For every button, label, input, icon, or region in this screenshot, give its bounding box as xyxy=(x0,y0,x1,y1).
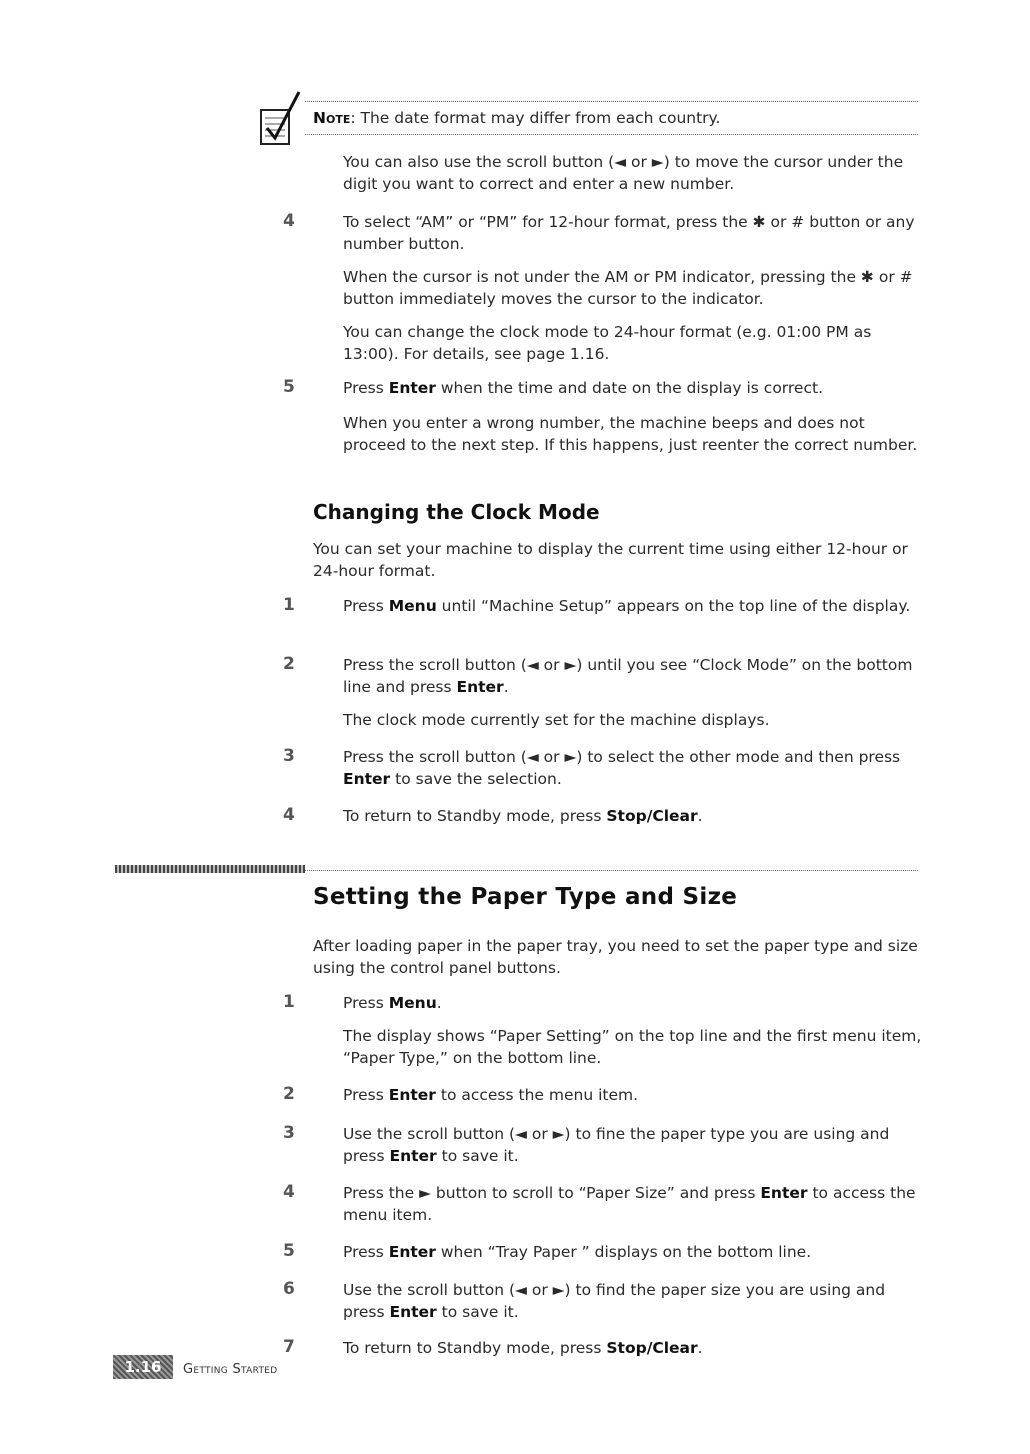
note-pencil-icon xyxy=(255,90,301,148)
step-text xyxy=(343,992,923,1014)
step-text-pre: Press xyxy=(343,379,389,397)
step-number: 6 xyxy=(283,1279,295,1299)
step-text-post: . xyxy=(436,994,442,1012)
step-text xyxy=(343,377,923,399)
step-text-pre: Press the ► button to scroll to “Paper Size” and press xyxy=(343,1184,761,1202)
step-key: Enter xyxy=(760,1184,808,1202)
step-text-post: when the time and date on the display is correct. xyxy=(435,379,823,397)
page-number: 1.16 xyxy=(124,1358,162,1376)
paper-section-heading: Setting the Paper Type and Size xyxy=(313,884,738,910)
step-text-post: to access the menu item. xyxy=(343,1184,916,1224)
step-text-pre: Press xyxy=(343,1086,389,1104)
step-number: 1 xyxy=(283,992,295,1012)
step-text xyxy=(343,1241,923,1263)
step-text xyxy=(343,1337,923,1359)
step-key: Enter xyxy=(343,770,391,788)
clock-mode-heading: Changing the Clock Mode xyxy=(313,500,600,524)
step-text-post: to save the selection. xyxy=(390,770,562,788)
step-text xyxy=(343,654,923,698)
step-text-post: until “Machine Setup” appears on the top line of the display. xyxy=(436,597,911,615)
step-text xyxy=(343,746,923,790)
step-text-pre: Press the scroll button (◄ or ►) to select the other mode and then press xyxy=(343,748,901,766)
paper-intro: After loading paper in the paper tray, you need to set the paper type and size using the control panel buttons. xyxy=(313,937,918,977)
step-text-post: to access the menu item. xyxy=(435,1086,639,1104)
step-text xyxy=(343,1123,923,1167)
step-text xyxy=(343,805,923,827)
note-bottom-rule xyxy=(305,134,918,135)
section-divider-bar xyxy=(115,865,305,873)
step-text-pre: Press xyxy=(343,597,389,615)
step-text-pre: Press xyxy=(343,994,389,1012)
step-key: Stop/Clear xyxy=(606,807,698,825)
step-extra: When the cursor is not under the AM or PM indicator, pressing the ✱ or # button immediately moves the cursor to the indicator. xyxy=(343,268,913,308)
scroll-paragraph: You can also use the scroll button (◄ or ►) to move the cursor under the digit you want to correct and enter a new number. xyxy=(343,153,904,193)
step-text-pre: Use the scroll button (◄ or ►) to find the paper size you are using and press xyxy=(343,1281,886,1321)
step-key: Menu xyxy=(388,994,437,1012)
step-text-pre: Use the scroll button (◄ or ►) to fine the paper type you are using and press xyxy=(343,1125,890,1165)
step-text-post: to save it. xyxy=(436,1303,519,1321)
section-divider-rule xyxy=(305,870,918,871)
step-key: Enter xyxy=(388,1086,436,1104)
step-key: Enter xyxy=(456,678,504,696)
step-extra: The clock mode currently set for the machine displays. xyxy=(343,711,770,729)
step-number: 1 xyxy=(283,595,295,615)
step-extra: When you enter a wrong number, the machine beeps and does not proceed to the next step. If this happens, just reenter the correct number. xyxy=(343,414,918,454)
step-text xyxy=(343,1182,923,1226)
step-text xyxy=(343,1279,923,1323)
step-text-pre: Press the scroll button (◄ or ►) until you see “Clock Mode” on the bottom line and press xyxy=(343,656,913,696)
step-number: 3 xyxy=(283,1123,295,1143)
step-number: 2 xyxy=(283,654,295,674)
step-key: Enter xyxy=(388,379,436,397)
step-text-post: . xyxy=(503,678,509,696)
step-key: Enter xyxy=(388,1243,436,1261)
step-number: 4 xyxy=(283,211,295,231)
step-extra: You can change the clock mode to 24-hour format (e.g. 01:00 PM as 13:00). For details, see page 1.16. xyxy=(343,323,872,363)
step-number: 3 xyxy=(283,746,295,766)
step-number: 5 xyxy=(283,1241,295,1261)
step-text xyxy=(343,1084,923,1106)
step-key: Enter xyxy=(389,1147,437,1165)
footer-section-title: Getting Started xyxy=(183,1362,278,1377)
note-top-rule xyxy=(305,101,918,102)
step-key: Menu xyxy=(388,597,437,615)
step-text: To select “AM” or “PM” for 12-hour format, press the ✱ or # button or any number button. xyxy=(343,213,915,253)
step-text-pre: To return to Standby mode, press xyxy=(343,807,607,825)
note: Note: The date format may differ from each country. xyxy=(313,109,721,127)
step-key: Stop/Clear xyxy=(606,1339,698,1357)
step-number: 5 xyxy=(283,377,295,397)
step-number: 7 xyxy=(283,1337,295,1357)
step-text-pre: Press xyxy=(343,1243,389,1261)
step-key: Enter xyxy=(389,1303,437,1321)
step-text-post: to save it. xyxy=(436,1147,519,1165)
step-text xyxy=(343,595,923,617)
clock-mode-intro: You can set your machine to display the current time using either 12-hour or 24-hour format. xyxy=(313,540,908,580)
step-text-post: when “Tray Paper ” displays on the bottom line. xyxy=(435,1243,812,1261)
note-label: Note xyxy=(313,109,351,127)
step-number: 2 xyxy=(283,1084,295,1104)
step-text-post: . xyxy=(697,807,703,825)
step-text-post: . xyxy=(697,1339,703,1357)
step-number: 4 xyxy=(283,1182,295,1202)
step-number: 4 xyxy=(283,805,295,825)
step-text-pre: To return to Standby mode, press xyxy=(343,1339,607,1357)
page-number-badge xyxy=(113,1355,173,1379)
step-extra: The display shows “Paper Setting” on the top line and the first menu item, “Paper Type,” on the bottom line. xyxy=(343,1027,922,1067)
note-text: The date format may differ from each country. xyxy=(360,109,721,127)
